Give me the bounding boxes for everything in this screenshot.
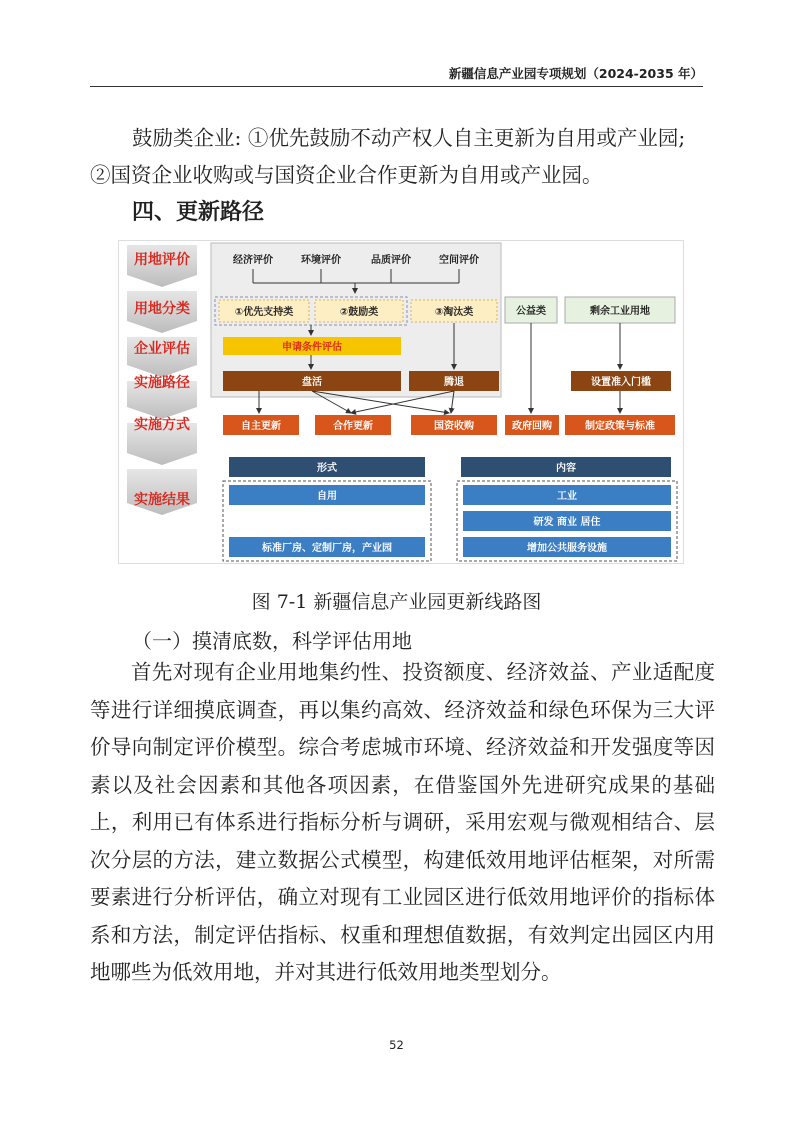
- path-threshold-label: 设置准入门槛: [591, 377, 651, 388]
- stage-label-land-evaluation: 用地评价: [134, 252, 190, 268]
- application-assessment-label: 申请条件评估: [282, 342, 342, 353]
- stage-label-implementation-result: 实施结果: [134, 492, 190, 508]
- result-self-use-label: 自用: [317, 491, 337, 502]
- running-header: [90, 64, 703, 87]
- category-encouraged-label: ②鼓励类: [339, 307, 379, 318]
- stage-label-implementation-method: 实施方式: [134, 417, 190, 433]
- method-government-buyback-label: 政府回购: [512, 421, 552, 432]
- category-priority-support-label: ①优先支持类: [234, 307, 294, 318]
- result-public-services-label: 增加公共服务设施: [527, 543, 607, 554]
- result-content-header-label: 内容: [556, 463, 576, 474]
- body-paragraph: 首先对现有企业用地集约性、投资额度、经济效益、产业适配度等进行详细摸底调查，再以集约高效、经济效益和绿色环保为三大评价导向制定评价模型。综合考虑城市环境、经济效益和开发强度等因素以及社会因素和其他各项因素，在借鉴国外先进研究成果的基础上，利用已有体系进行指标分析与调研，采用宏观与微观相结合、层次分层的方法，建立数据公式模型，构建低效用地评估框架，对所需要素进行分析评估，确立对现有工业园区进行低效用地评价的指标体系和方法，制定评估指标、权重和理想值数据，有效判定出园区内用地哪些为低效用地，并对其进行低效用地类型划分。: [90, 660, 715, 984]
- method-cooperative-renewal-label: 合作更新: [333, 421, 373, 432]
- category-eliminated-label: ③淘汰类: [434, 307, 474, 318]
- eval-quality: 品质评价: [371, 255, 411, 266]
- result-form-header-label: 形式: [317, 463, 337, 474]
- category-remaining-industrial-label: 剩余工业用地: [590, 306, 650, 317]
- diagram-svg: [119, 241, 683, 563]
- stage-label-enterprise-assessment: 企业评估: [134, 341, 190, 357]
- header-title: 新疆信息产业园专项规划（2024-2035 年）: [448, 66, 703, 81]
- result-factory-types-label: 标准厂房、定制厂房，产业园: [262, 543, 392, 554]
- method-state-acquisition-label: 国资收购: [434, 421, 474, 432]
- page-number: 52: [389, 1038, 404, 1052]
- renewal-route-diagram: [118, 240, 684, 564]
- path-vacate-label: 腾退: [444, 377, 464, 388]
- intro-line-1: 鼓励类企业: ①优先鼓励不动产权人自主更新为自用或产业园;: [132, 126, 686, 150]
- method-policy-standards-label: 制定政策与标准: [585, 421, 655, 432]
- stage-label-implementation-path: 实施路径: [134, 375, 190, 391]
- path-revitalize-label: 盘活: [302, 377, 322, 388]
- section-title: 四、更新路径: [132, 200, 265, 225]
- result-industry-label: 工业: [557, 491, 577, 502]
- method-self-renewal-label: 自主更新: [241, 421, 281, 432]
- category-public-welfare-label: 公益类: [516, 306, 546, 317]
- subsection-title: （一）摸清底数，科学评估用地: [132, 629, 412, 653]
- eval-environment: 环境评价: [301, 255, 341, 266]
- eval-space: 空间评价: [439, 255, 479, 266]
- intro-line-2: ②国资企业收购或与国资企业合作更新为自用或产业园。: [90, 163, 603, 187]
- figure-caption: 图 7-1 新疆信息产业园更新线路图: [251, 591, 542, 613]
- result-rd-label: 研发 商业 居住: [533, 517, 601, 528]
- eval-economic: 经济评价: [233, 255, 273, 266]
- stage-label-land-classification: 用地分类: [134, 301, 190, 317]
